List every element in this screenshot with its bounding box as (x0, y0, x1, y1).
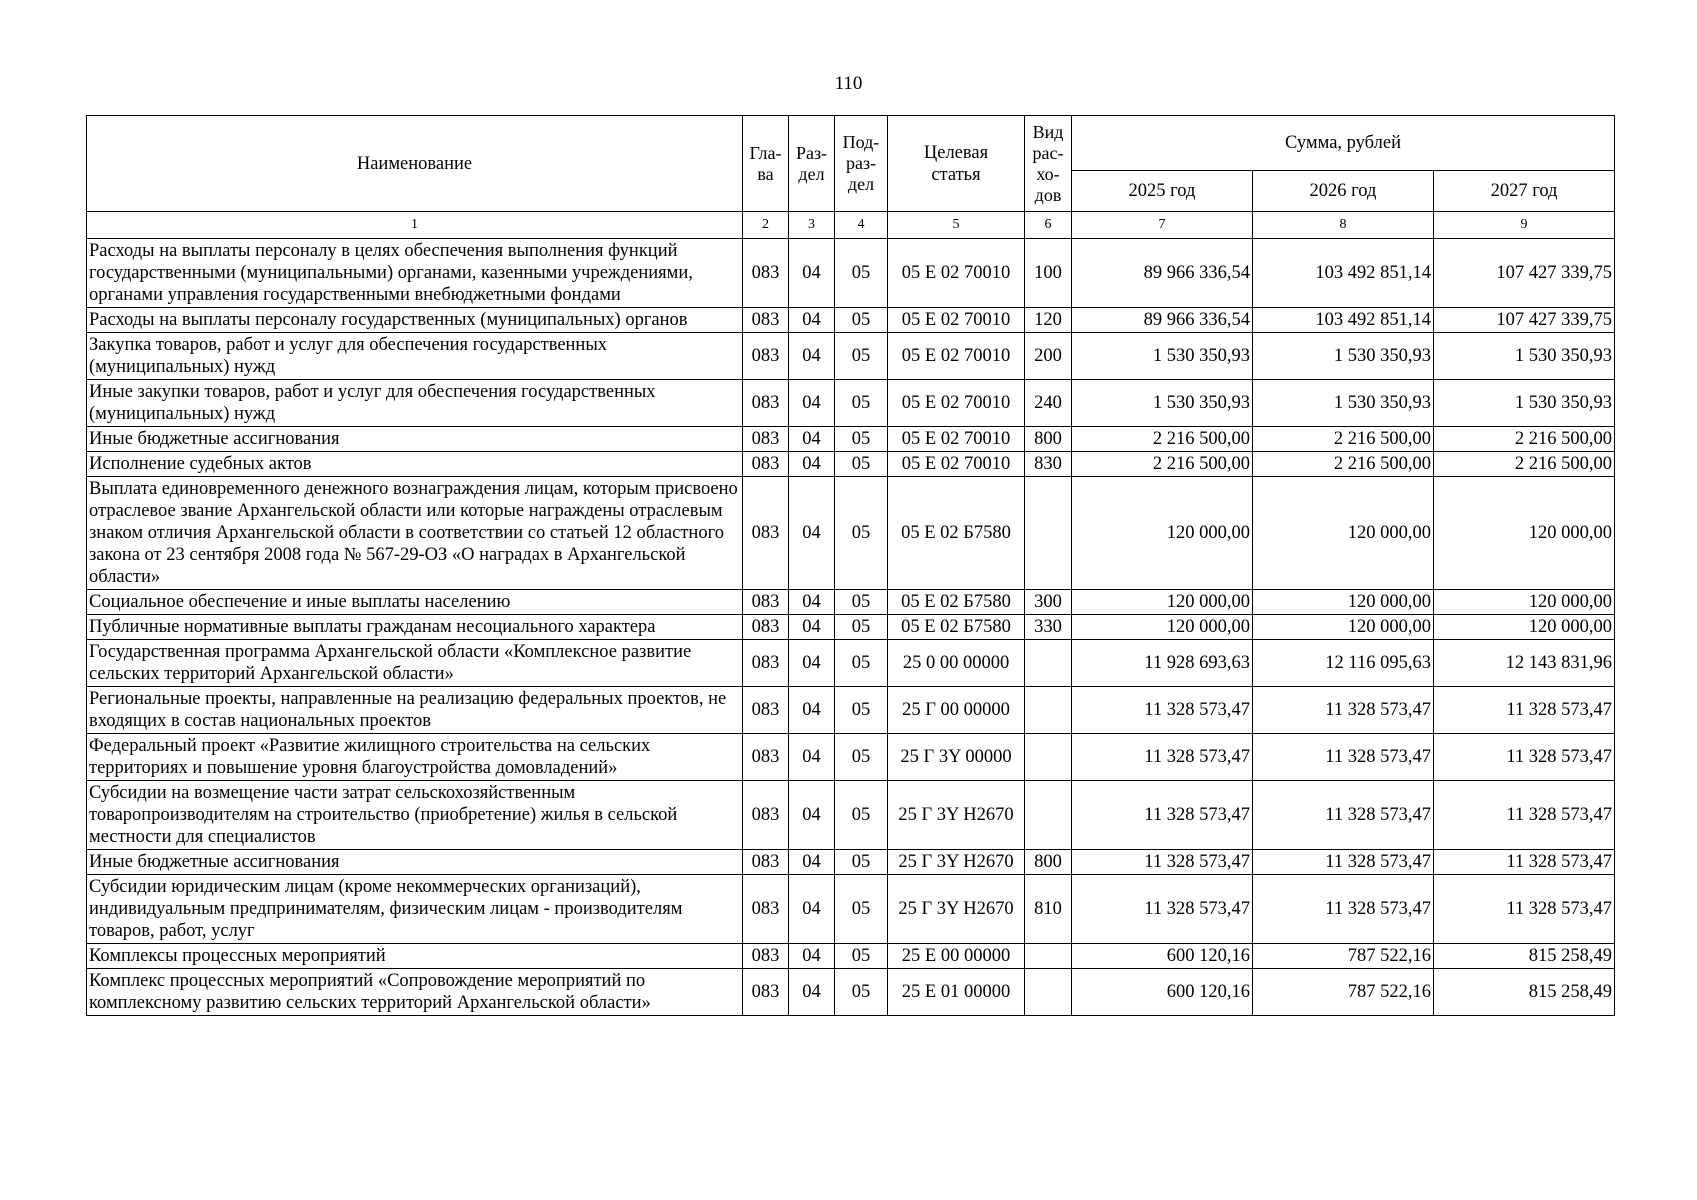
table-row (87, 239, 1615, 308)
cell-vid: 810 (1025, 875, 1072, 944)
header-year-2025: 2025 год (1072, 171, 1253, 212)
cell-name: Региональные проекты, направленные на реализацию федеральных проектов, не входящих в состав национальных проектов (87, 687, 743, 734)
table-body (87, 239, 1615, 1016)
cell-razdel: 04 (789, 850, 835, 875)
col-number: 2 (743, 212, 789, 239)
cell-name: Иные бюджетные ассигнования (87, 427, 743, 452)
cell-2027: 11 328 573,47 (1434, 734, 1615, 781)
cell-podrazdel: 05 (835, 333, 888, 380)
cell-2027: 11 328 573,47 (1434, 687, 1615, 734)
table-row (87, 687, 1615, 734)
cell-name: Иные бюджетные ассигнования (87, 850, 743, 875)
table-row (87, 477, 1615, 590)
cell-podrazdel: 05 (835, 875, 888, 944)
col-number: 8 (1253, 212, 1434, 239)
cell-2027: 815 258,49 (1434, 969, 1615, 1016)
cell-2027: 2 216 500,00 (1434, 427, 1615, 452)
cell-vid: 200 (1025, 333, 1072, 380)
cell-target: 25 Г 3Y Н2670 (888, 850, 1025, 875)
cell-2025: 11 328 573,47 (1072, 875, 1253, 944)
cell-glava: 083 (743, 640, 789, 687)
cell-razdel: 04 (789, 687, 835, 734)
cell-podrazdel: 05 (835, 308, 888, 333)
header-row (87, 116, 1615, 171)
cell-razdel: 04 (789, 380, 835, 427)
cell-2027: 1 530 350,93 (1434, 380, 1615, 427)
cell-2027: 11 328 573,47 (1434, 781, 1615, 850)
col-number: 5 (888, 212, 1025, 239)
cell-vid: 800 (1025, 427, 1072, 452)
cell-name: Расходы на выплаты персоналу в целях обеспечения выполнения функций государственными (муниципальными) органами, казенными учреждениями, органами управления государственными внебюджетными фондами (87, 239, 743, 308)
cell-vid: 120 (1025, 308, 1072, 333)
cell-name: Комплекс процессных мероприятий «Сопровождение мероприятий по комплексному развитию сельских территорий Архангельской области» (87, 969, 743, 1016)
cell-vid (1025, 477, 1072, 590)
cell-2027: 107 427 339,75 (1434, 308, 1615, 333)
cell-glava: 083 (743, 850, 789, 875)
table-row (87, 590, 1615, 615)
header-name: Наименование (87, 116, 743, 212)
cell-target: 25 Е 00 00000 (888, 944, 1025, 969)
cell-razdel: 04 (789, 452, 835, 477)
cell-glava: 083 (743, 875, 789, 944)
cell-target: 25 Г 3Y Н2670 (888, 781, 1025, 850)
cell-vid (1025, 944, 1072, 969)
cell-glava: 083 (743, 380, 789, 427)
cell-2026: 11 328 573,47 (1253, 687, 1434, 734)
cell-podrazdel: 05 (835, 477, 888, 590)
cell-razdel: 04 (789, 969, 835, 1016)
cell-2025: 89 966 336,54 (1072, 239, 1253, 308)
cell-2027: 120 000,00 (1434, 615, 1615, 640)
cell-2025: 120 000,00 (1072, 477, 1253, 590)
cell-vid (1025, 640, 1072, 687)
cell-target: 05 Е 02 Б7580 (888, 590, 1025, 615)
table-row (87, 850, 1615, 875)
cell-name: Социальное обеспечение и иные выплаты населению (87, 590, 743, 615)
table-row (87, 380, 1615, 427)
cell-target: 05 Е 02 70010 (888, 427, 1025, 452)
cell-2026: 2 216 500,00 (1253, 452, 1434, 477)
cell-glava: 083 (743, 734, 789, 781)
cell-2027: 12 143 831,96 (1434, 640, 1615, 687)
cell-vid (1025, 734, 1072, 781)
header-target: Целевая статья (888, 116, 1025, 212)
table-row (87, 969, 1615, 1016)
cell-2026: 120 000,00 (1253, 477, 1434, 590)
page-number: 110 (834, 73, 863, 94)
cell-2025: 600 120,16 (1072, 969, 1253, 1016)
cell-2026: 2 216 500,00 (1253, 427, 1434, 452)
cell-2025: 11 328 573,47 (1072, 781, 1253, 850)
table-row (87, 734, 1615, 781)
cell-name: Расходы на выплаты персоналу государственных (муниципальных) органов (87, 308, 743, 333)
budget-table (86, 115, 1615, 1016)
header-year-2026: 2026 год (1253, 171, 1434, 212)
table-row (87, 781, 1615, 850)
cell-razdel: 04 (789, 615, 835, 640)
cell-target: 25 Г 00 00000 (888, 687, 1025, 734)
cell-target: 05 Е 02 Б7580 (888, 615, 1025, 640)
cell-glava: 083 (743, 477, 789, 590)
cell-glava: 083 (743, 452, 789, 477)
cell-2025: 120 000,00 (1072, 615, 1253, 640)
cell-2025: 11 328 573,47 (1072, 850, 1253, 875)
cell-vid: 830 (1025, 452, 1072, 477)
cell-2025: 2 216 500,00 (1072, 452, 1253, 477)
cell-vid: 330 (1025, 615, 1072, 640)
column-numbers-row (87, 212, 1615, 239)
cell-2025: 1 530 350,93 (1072, 333, 1253, 380)
cell-razdel: 04 (789, 944, 835, 969)
cell-target: 25 Г 3Y Н2670 (888, 875, 1025, 944)
cell-podrazdel: 05 (835, 969, 888, 1016)
cell-2027: 1 530 350,93 (1434, 333, 1615, 380)
cell-glava: 083 (743, 308, 789, 333)
cell-vid (1025, 781, 1072, 850)
col-number: 7 (1072, 212, 1253, 239)
cell-2027: 11 328 573,47 (1434, 850, 1615, 875)
table-row (87, 333, 1615, 380)
table-row (87, 308, 1615, 333)
cell-razdel: 04 (789, 333, 835, 380)
cell-vid (1025, 969, 1072, 1016)
cell-podrazdel: 05 (835, 615, 888, 640)
cell-razdel: 04 (789, 734, 835, 781)
table-row (87, 640, 1615, 687)
header-year-2027: 2027 год (1434, 171, 1615, 212)
cell-target: 05 Е 02 Б7580 (888, 477, 1025, 590)
col-number: 3 (789, 212, 835, 239)
cell-name: Комплексы процессных мероприятий (87, 944, 743, 969)
cell-vid (1025, 687, 1072, 734)
header-glava: Гла- ва (743, 116, 789, 212)
cell-2025: 11 328 573,47 (1072, 734, 1253, 781)
cell-2026: 787 522,16 (1253, 969, 1434, 1016)
cell-2026: 11 328 573,47 (1253, 850, 1434, 875)
cell-glava: 083 (743, 944, 789, 969)
cell-razdel: 04 (789, 590, 835, 615)
cell-podrazdel: 05 (835, 380, 888, 427)
cell-2025: 11 328 573,47 (1072, 687, 1253, 734)
cell-razdel: 04 (789, 875, 835, 944)
cell-2026: 103 492 851,14 (1253, 239, 1434, 308)
cell-target: 05 Е 02 70010 (888, 308, 1025, 333)
col-number: 9 (1434, 212, 1615, 239)
cell-podrazdel: 05 (835, 427, 888, 452)
cell-2027: 815 258,49 (1434, 944, 1615, 969)
cell-2025: 120 000,00 (1072, 590, 1253, 615)
cell-2025: 89 966 336,54 (1072, 308, 1253, 333)
cell-target: 25 Г 3Y 00000 (888, 734, 1025, 781)
cell-2026: 1 530 350,93 (1253, 333, 1434, 380)
cell-razdel: 04 (789, 477, 835, 590)
header-vid: Вид рас- хо- дов (1025, 116, 1072, 212)
cell-podrazdel: 05 (835, 590, 888, 615)
cell-podrazdel: 05 (835, 640, 888, 687)
cell-2025: 1 530 350,93 (1072, 380, 1253, 427)
cell-target: 05 Е 02 70010 (888, 333, 1025, 380)
cell-target: 05 Е 02 70010 (888, 239, 1025, 308)
cell-razdel: 04 (789, 308, 835, 333)
cell-2026: 12 116 095,63 (1253, 640, 1434, 687)
cell-vid: 240 (1025, 380, 1072, 427)
col-number: 4 (835, 212, 888, 239)
cell-2025: 600 120,16 (1072, 944, 1253, 969)
cell-name: Федеральный проект «Развитие жилищного строительства на сельских территориях и повышение уровня благоустройства домовладений» (87, 734, 743, 781)
cell-2026: 120 000,00 (1253, 615, 1434, 640)
cell-razdel: 04 (789, 239, 835, 308)
cell-podrazdel: 05 (835, 734, 888, 781)
header-razdel: Раз- дел (789, 116, 835, 212)
cell-name: Иные закупки товаров, работ и услуг для обеспечения государственных (муниципальных) нужд (87, 380, 743, 427)
cell-vid: 300 (1025, 590, 1072, 615)
cell-podrazdel: 05 (835, 850, 888, 875)
cell-razdel: 04 (789, 640, 835, 687)
col-number: 6 (1025, 212, 1072, 239)
cell-target: 05 Е 02 70010 (888, 380, 1025, 427)
cell-name: Закупка товаров, работ и услуг для обеспечения государственных (муниципальных) нужд (87, 333, 743, 380)
cell-name: Субсидии юридическим лицам (кроме некоммерческих организаций), индивидуальным предпринимателям, физическим лицам - производителям товаров, работ, услуг (87, 875, 743, 944)
cell-razdel: 04 (789, 781, 835, 850)
cell-name: Исполнение судебных актов (87, 452, 743, 477)
header-podrazdel: Под- раз- дел (835, 116, 888, 212)
cell-podrazdel: 05 (835, 239, 888, 308)
header-sum: Сумма, рублей (1072, 116, 1615, 171)
cell-name: Субсидии на возмещение части затрат сельскохозяйственным товаропроизводителям на строительство (приобретение) жилья в сельской местности для специалистов (87, 781, 743, 850)
cell-2026: 11 328 573,47 (1253, 875, 1434, 944)
cell-2027: 120 000,00 (1434, 477, 1615, 590)
cell-name: Выплата единовременного денежного вознаграждения лицам, которым присвоено отраслевое звание Архангельской области или которые награждены отраслевым знаком отличия Архангельской области в соответствии со статьей 12 областного закона от 23 сентября 2008 года № 567-29-ОЗ «О наградах в Архангельской области» (87, 477, 743, 590)
cell-2027: 120 000,00 (1434, 590, 1615, 615)
cell-target: 05 Е 02 70010 (888, 452, 1025, 477)
cell-2025: 11 928 693,63 (1072, 640, 1253, 687)
table-row (87, 875, 1615, 944)
cell-podrazdel: 05 (835, 944, 888, 969)
cell-podrazdel: 05 (835, 781, 888, 850)
cell-name: Публичные нормативные выплаты гражданам несоциального характера (87, 615, 743, 640)
cell-razdel: 04 (789, 427, 835, 452)
table-row (87, 427, 1615, 452)
cell-vid: 100 (1025, 239, 1072, 308)
cell-podrazdel: 05 (835, 687, 888, 734)
cell-target: 25 0 00 00000 (888, 640, 1025, 687)
cell-2026: 1 530 350,93 (1253, 380, 1434, 427)
cell-glava: 083 (743, 427, 789, 452)
cell-2026: 11 328 573,47 (1253, 781, 1434, 850)
cell-2027: 107 427 339,75 (1434, 239, 1615, 308)
cell-glava: 083 (743, 333, 789, 380)
cell-glava: 083 (743, 615, 789, 640)
cell-glava: 083 (743, 239, 789, 308)
cell-glava: 083 (743, 687, 789, 734)
table-row (87, 615, 1615, 640)
cell-2026: 787 522,16 (1253, 944, 1434, 969)
cell-2026: 103 492 851,14 (1253, 308, 1434, 333)
cell-2025: 2 216 500,00 (1072, 427, 1253, 452)
cell-2027: 11 328 573,47 (1434, 875, 1615, 944)
cell-2027: 2 216 500,00 (1434, 452, 1615, 477)
cell-name: Государственная программа Архангельской области «Комплексное развитие сельских территорий Архангельской области» (87, 640, 743, 687)
cell-vid: 800 (1025, 850, 1072, 875)
col-number: 1 (87, 212, 743, 239)
cell-target: 25 Е 01 00000 (888, 969, 1025, 1016)
cell-glava: 083 (743, 969, 789, 1016)
cell-2026: 11 328 573,47 (1253, 734, 1434, 781)
cell-2026: 120 000,00 (1253, 590, 1434, 615)
cell-glava: 083 (743, 590, 789, 615)
table-row (87, 452, 1615, 477)
cell-podrazdel: 05 (835, 452, 888, 477)
cell-glava: 083 (743, 781, 789, 850)
table-row (87, 944, 1615, 969)
